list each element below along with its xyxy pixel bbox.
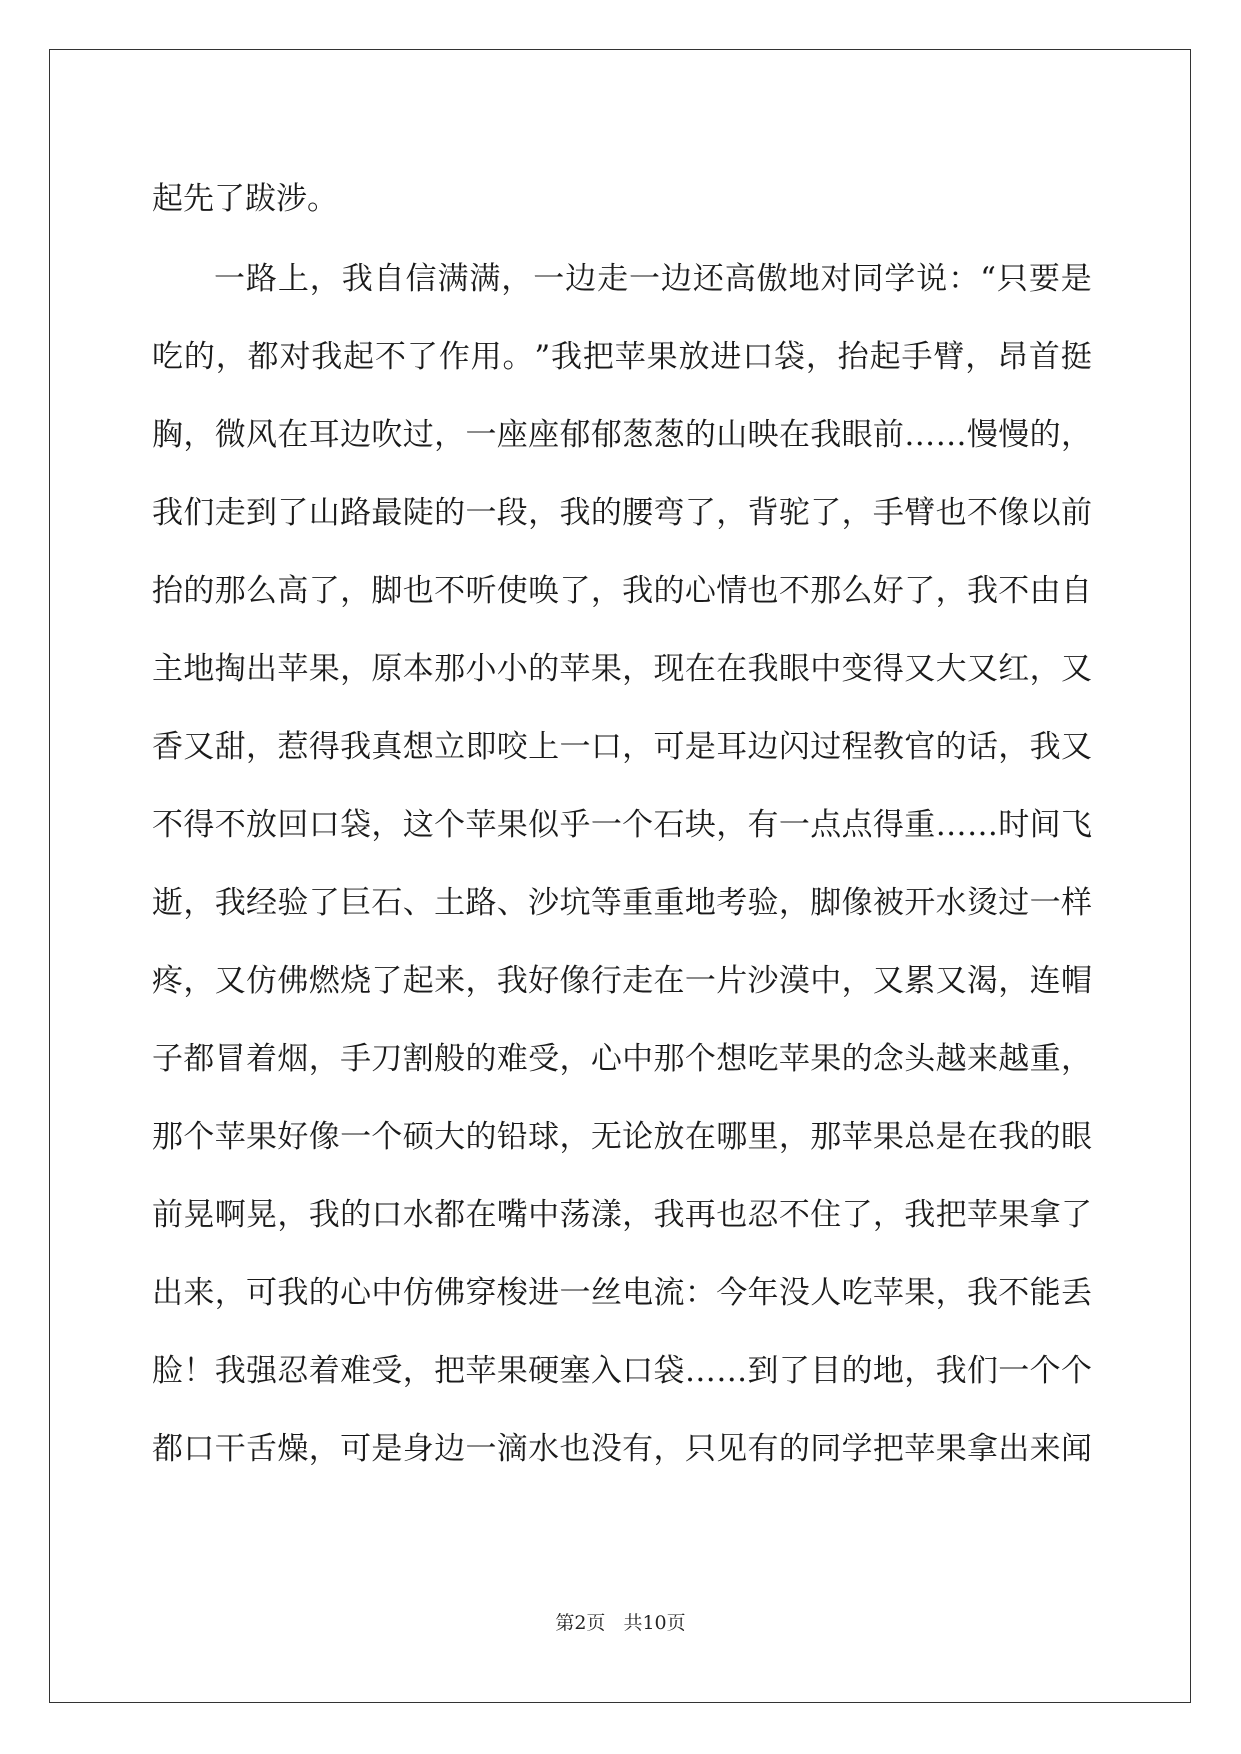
text-line: 一 路 上 ， 我 自 信 满 满 ， 一 边 走 一 边 还 高 傲 地 对 同 学 说 ： “ 只 要 是: [214, 261, 1092, 297]
body-text: [152, 160, 1092, 1488]
total-pages: 共10页: [623, 1612, 686, 1634]
text-line: 子 都 冒 着 烟 ， 手 刀 割 般 的 难 受 ， 心 中 那 个 想 吃 苹 果 的 念 头 越 来 越 重 ，: [152, 1041, 1092, 1077]
text-line: 胸 ， 微 风 在 耳 边 吹 过 ， 一 座 座 郁 郁 葱 葱 的 山 映 在 我 眼 前 … … 慢 慢 的 ，: [152, 417, 1092, 453]
text-line: 我 们 走 到 了 山 路 最 陡 的 一 段 ， 我 的 腰 弯 了 ， 背 驼 了 ， 手 臂 也 不 像 以 前: [152, 495, 1092, 531]
text-line: 主 地 掏 出 苹 果 ， 原 本 那 小 小 的 苹 果 ， 现 在 在 我 眼 中 变 得 又 大 又 红 ， 又: [152, 651, 1092, 687]
text-line: 那 个 苹 果 好 像 一 个 硕 大 的 铅 球 ， 无 论 放 在 哪 里 ， 那 苹 果 总 是 在 我 的 眼: [152, 1119, 1092, 1155]
text-line: 不 得 不 放 回 口 袋 ， 这 个 苹 果 似 乎 一 个 石 块 ， 有 一 点 点 得 重 … … 时 间 飞: [152, 807, 1092, 843]
page-footer: [0, 1608, 1241, 1635]
text-line: 脸 ！ 我 强 忍 着 难 受 ， 把 苹 果 硬 塞 入 口 袋 … … 到 了 目 的 地 ， 我 们 一 个 个: [152, 1353, 1092, 1389]
text-line: 逝 ， 我 经 验 了 巨 石 、 土 路 、 沙 坑 等 重 重 地 考 验 ， 脚 像 被 开 水 烫 过 一 样: [152, 885, 1092, 921]
text-line: 疼 ， 又 仿 佛 燃 烧 了 起 来 ， 我 好 像 行 走 在 一 片 沙 漠 中 ， 又 累 又 渴 ， 连 帽: [152, 963, 1092, 999]
text-line: 吃 的 ， 都 对 我 起 不 了 作 用 。 ” 我 把 苹 果 放 进 口 袋 ， 抬 起 手 臂 ， 昂 首 挺: [152, 339, 1092, 375]
text-line: 抬 的 那 么 高 了 ， 脚 也 不 听 使 唤 了 ， 我 的 心 情 也 不 那 么 好 了 ， 我 不 由 自: [152, 573, 1092, 609]
page-number: 第2页: [555, 1612, 606, 1634]
text-line: 都 口 干 舌 燥 ， 可 是 身 边 一 滴 水 也 没 有 ， 只 见 有 的 同 学 把 苹 果 拿 出 来 闻: [152, 1431, 1092, 1467]
text-line: 出 来 ， 可 我 的 心 中 仿 佛 穿 梭 进 一 丝 电 流 ： 今 年 没 人 吃 苹 果 ， 我 不 能 丢: [152, 1275, 1092, 1311]
text-line: 香 又 甜 ， 惹 得 我 真 想 立 即 咬 上 一 口 ， 可 是 耳 边 闪 过 程 教 官 的 话 ， 我 又: [152, 729, 1092, 765]
text-line: 起先了跋涉。: [152, 181, 338, 217]
text-line: 前 晃 啊 晃 ， 我 的 口 水 都 在 嘴 中 荡 漾 ， 我 再 也 忍 不 住 了 ， 我 把 苹 果 拿 了: [152, 1197, 1092, 1233]
